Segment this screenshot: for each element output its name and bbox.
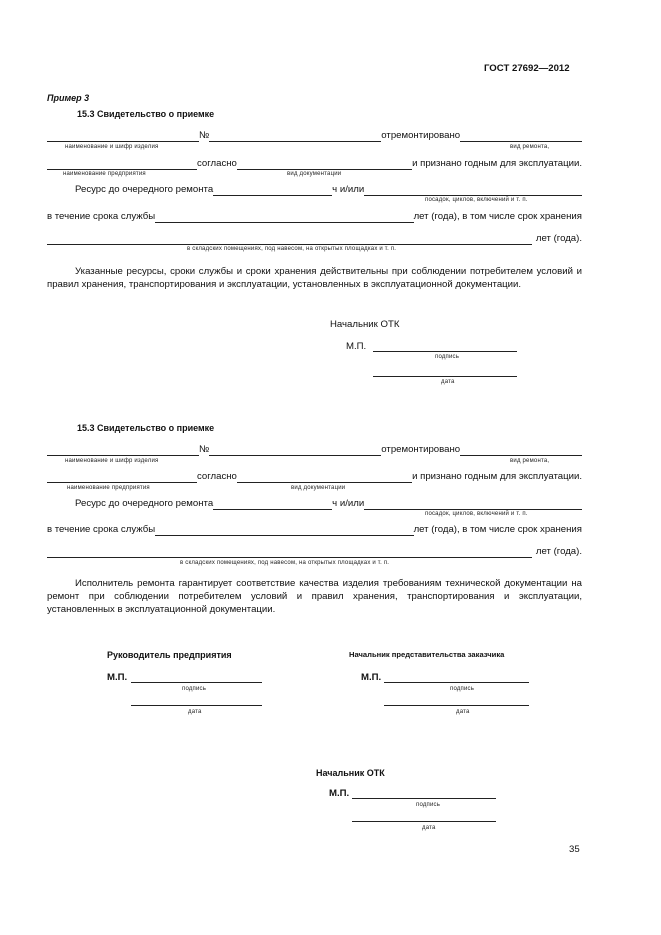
cert2-row-storage [47, 546, 582, 558]
customer-rep-signature-hint: подпись [450, 686, 475, 692]
storage-field[interactable] [47, 547, 532, 558]
hint-enterprise: наименование предприятия [63, 171, 146, 177]
hours-or-label: ч и/или [332, 184, 365, 195]
customer-rep-date-line[interactable] [384, 705, 529, 706]
cert2-otk-date-hint: дата [422, 825, 436, 831]
example-label: Пример 3 [47, 93, 90, 103]
customer-rep-signature-line[interactable] [384, 682, 529, 683]
cert1-row-storage [47, 233, 582, 245]
cert2-row-resource [47, 498, 582, 510]
cert1-signature-line[interactable] [373, 351, 517, 352]
service-life-field[interactable] [155, 212, 413, 223]
customer-rep-head: Начальник представительства заказчика [349, 650, 505, 659]
cert1-mp: М.П. [346, 341, 367, 352]
enterprise-field[interactable] [47, 472, 197, 483]
hint-repair-type: вид ремонта, [510, 458, 550, 464]
cert1-paragraph: Указанные ресурсы, сроки службы и сроки хранения действительны при соблюдении потребителем условий и правил хранения, транспортирования и эксплуатации, установленных в эксплуатационной документации. [47, 266, 582, 290]
resource-label: Ресурс до очередного ремонта [75, 184, 214, 195]
resource-hours-field[interactable] [213, 185, 332, 196]
product-name-field[interactable] [47, 131, 199, 142]
resource-other-field[interactable] [364, 499, 582, 510]
service-life-label: в течение срока службы [47, 524, 156, 535]
number-label: № [199, 130, 210, 141]
director-head: Руководитель предприятия [107, 650, 232, 660]
cert2-otk-mp: М.П. [329, 788, 350, 799]
cert2-row-product [47, 444, 582, 456]
hours-or-label: ч и/или [332, 498, 365, 509]
repair-type-field[interactable] [460, 445, 582, 456]
customer-rep-date-hint: дата [456, 709, 470, 715]
storage-field[interactable] [47, 234, 532, 245]
hint-product-name: наименование и шифр изделия [65, 144, 159, 150]
according-label: согласно [197, 471, 237, 482]
cert1-date-line[interactable] [373, 376, 517, 377]
product-number-field[interactable] [209, 445, 381, 456]
enterprise-field[interactable] [47, 159, 197, 170]
hint-storage: в складских помещениях, под навесом, на открытых площадках и т. п. [187, 246, 397, 252]
cert1-row-product [47, 130, 582, 142]
director-signature-line[interactable] [131, 682, 262, 683]
standard-code: ГОСТ 27692—2012 [484, 63, 570, 74]
hint-documentation: вид документации [291, 485, 346, 491]
cert1-row-service [47, 211, 582, 223]
resource-hours-field[interactable] [213, 499, 332, 510]
fit-label: и признано годным для эксплуатации. [412, 471, 582, 482]
cert1-row-enterprise [47, 158, 582, 170]
repair-type-field[interactable] [460, 131, 582, 142]
hint-enterprise: наименование предприятия [67, 485, 150, 491]
cert2-otk-date-line[interactable] [352, 821, 496, 822]
hint-cycles: посадок, циклов, включений и т. п. [425, 511, 528, 517]
director-signature-hint: подпись [182, 686, 207, 692]
documentation-field[interactable] [237, 472, 412, 483]
hint-repair-type: вид ремонта, [510, 144, 550, 150]
years-label: лет (года). [535, 546, 582, 557]
cert2-row-service [47, 524, 582, 536]
resource-label: Ресурс до очередного ремонта [75, 498, 214, 509]
documentation-field[interactable] [237, 159, 412, 170]
repaired-label: отремонтировано [381, 444, 461, 455]
repaired-label: отремонтировано [381, 130, 461, 141]
customer-rep-mp: М.П. [361, 672, 382, 683]
service-life-field[interactable] [155, 525, 413, 536]
cert1-otk-head: Начальник ОТК [330, 319, 400, 330]
page-number: 35 [569, 844, 580, 855]
storage-label: лет (года), в том числе срок хранения [413, 211, 582, 222]
hint-product-name: наименование и шифр изделия [65, 458, 159, 464]
hint-documentation: вид документации [287, 171, 342, 177]
storage-label: лет (года), в том числе срок хранения [413, 524, 582, 535]
fit-label: и признано годным для эксплуатации. [412, 158, 582, 169]
director-date-hint: дата [188, 709, 202, 715]
service-life-label: в течение срока службы [47, 211, 156, 222]
director-date-line[interactable] [131, 705, 262, 706]
cert1-title: 15.3 Свидетельство о приемке [77, 109, 215, 119]
hint-storage: в складских помещениях, под навесом, на открытых площадках и т. п. [180, 560, 390, 566]
number-label: № [199, 444, 210, 455]
director-mp: М.П. [107, 672, 128, 683]
cert2-row-enterprise [47, 471, 582, 483]
product-number-field[interactable] [209, 131, 381, 142]
cert2-otk-signature-line[interactable] [352, 798, 496, 799]
cert1-row-resource [47, 184, 582, 196]
cert1-date-hint: дата [441, 379, 455, 385]
years-label: лет (года). [535, 233, 582, 244]
product-name-field[interactable] [47, 445, 199, 456]
cert2-otk-signature-hint: подпись [416, 802, 441, 808]
cert2-title: 15.3 Свидетельство о приемке [77, 423, 215, 433]
hint-cycles: посадок, циклов, включений и т. п. [425, 197, 528, 203]
cert2-otk-head: Начальник ОТК [316, 768, 385, 778]
cert2-paragraph: Исполнитель ремонта гарантирует соответствие качества изделия требованиям технической документации на ремонт при соблюдении потребителем условий и правил хранения, транспортирования и эксплуатации, установленных в эксплуатационной документации. [47, 578, 582, 615]
cert1-signature-hint: подпись [435, 354, 460, 360]
resource-other-field[interactable] [364, 185, 582, 196]
according-label: согласно [197, 158, 237, 169]
